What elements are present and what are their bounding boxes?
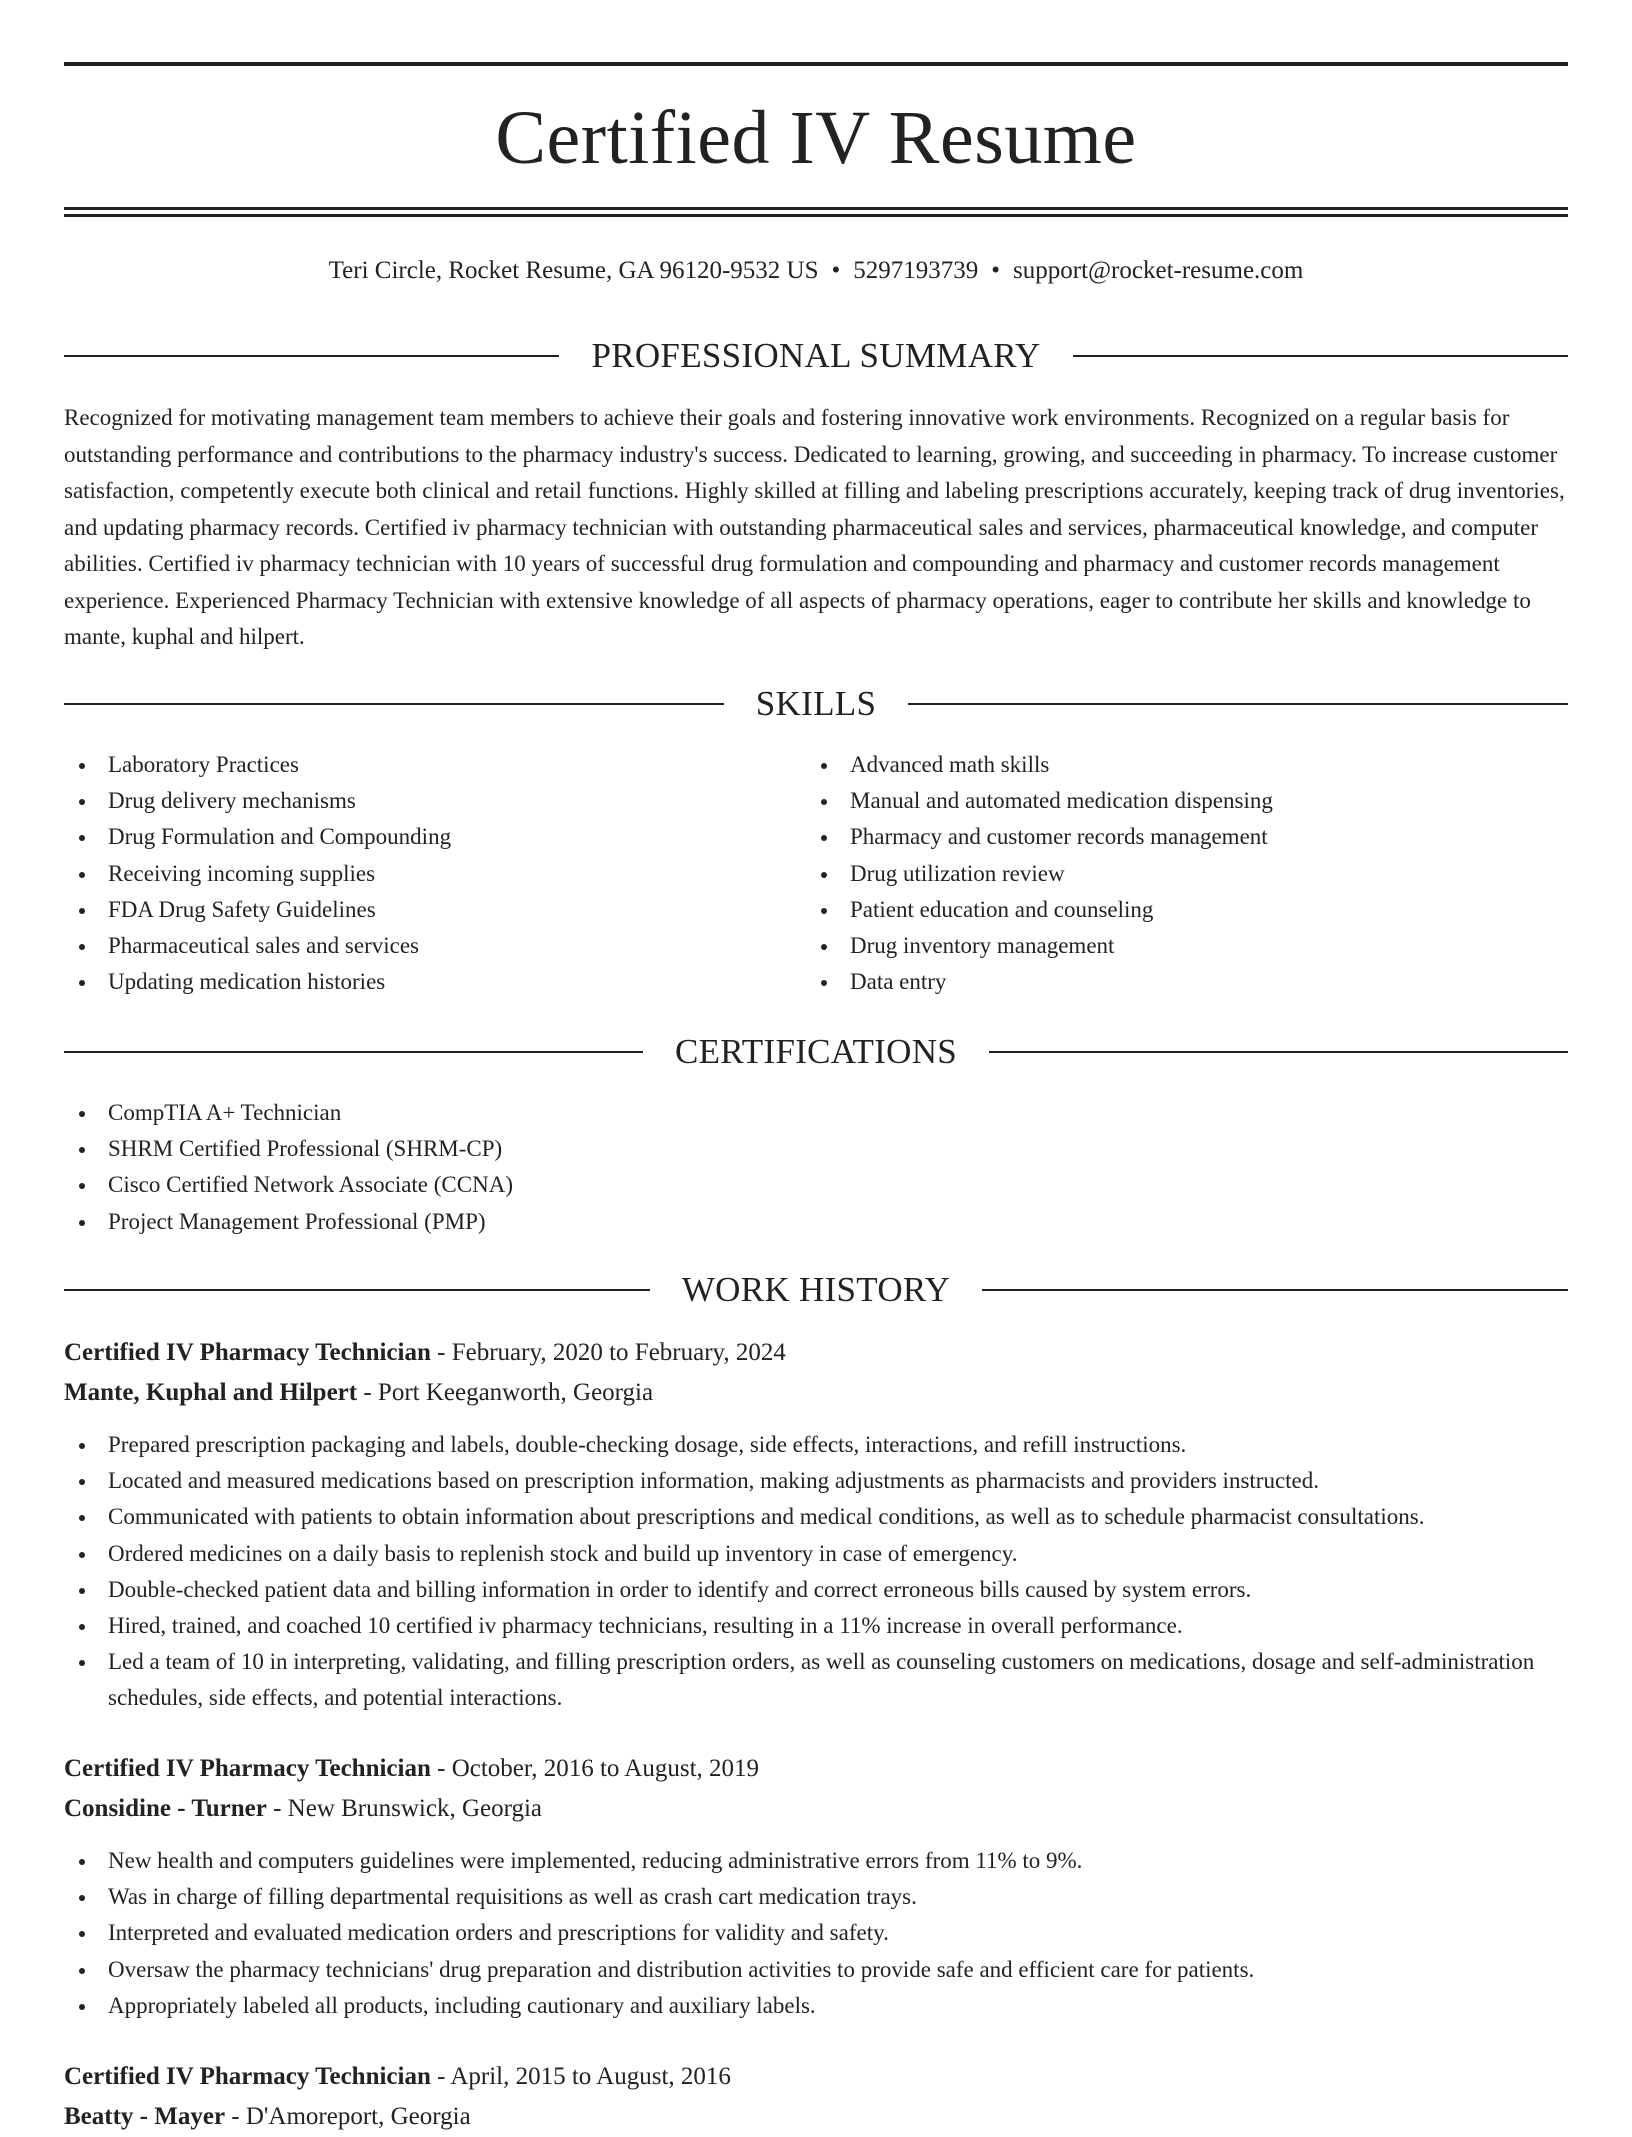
job-duty-item: Interpreted and evaluated medication orders and prescriptions for validity and safety. bbox=[64, 1915, 1568, 1951]
section-heading-skills bbox=[64, 684, 1568, 724]
header-top-rule bbox=[64, 62, 1568, 66]
job-company-line bbox=[64, 1373, 653, 1413]
job-duty-item: New health and computers guidelines were implemented, reducing administrative errors from 11% to 9%. bbox=[64, 1843, 1568, 1879]
job-title: Certified IV Pharmacy Technician bbox=[64, 1339, 431, 1366]
skill-item: Drug delivery mechanisms bbox=[64, 783, 806, 819]
skill-item: Receiving incoming supplies bbox=[64, 856, 806, 892]
section-rule bbox=[64, 355, 559, 357]
job-dates: - April, 2015 to August, 2016 bbox=[430, 2063, 731, 2090]
skills-list-left bbox=[64, 747, 806, 1000]
resume-title: Certified IV Resume bbox=[495, 96, 1137, 180]
job-title: Certified IV Pharmacy Technician bbox=[64, 1755, 431, 1782]
summary-text: Recognized for motivating management team members to achieve their goals and fostering innovative work environments. Recognized on a regular basis for outstanding performance and contributions to the pharmacy industry's success. Dedicated to learning, growing, and succeeding in pharmacy. To increase customer satisfaction, competently execute both clinical and retail functions. Highly skilled at filling and labeling prescriptions accurately, keeping track of drug inventories, and updating pharmacy records. Certified iv pharmacy technician with outstanding pharmaceutical sales and services, pharmaceutical knowledge, and computer abilities. Certified iv pharmacy technician with 10 years of successful drug formulation and compounding and pharmacy and customer records management experience. Experienced Pharmacy Technician with extensive knowledge of all aspects of pharmacy operations, eager to contribute her skills and knowledge to mante, kuphal and hilpert. bbox=[64, 405, 1565, 649]
job-dates: - October, 2016 to August, 2019 bbox=[430, 1755, 760, 1782]
contact-line bbox=[64, 256, 1568, 286]
section-rule bbox=[1073, 355, 1568, 357]
job-duties-list bbox=[64, 1427, 1568, 1717]
contact-email: support@rocket-resume.com bbox=[1013, 257, 1304, 284]
section-heading-work-history bbox=[64, 1270, 1568, 1310]
job-location: - New Brunswick, Georgia bbox=[266, 1795, 543, 1822]
contact-separator: • bbox=[991, 257, 1001, 284]
skill-item: Updating medication histories bbox=[64, 964, 806, 1000]
job-duty-item: Oversaw the pharmacy technicians' drug preparation and distribution activities to provide safe and efficient care for patients. bbox=[64, 1952, 1568, 1988]
skill-item: Patient education and counseling bbox=[806, 892, 1548, 928]
certification-item: CompTIA A+ Technician bbox=[64, 1095, 1568, 1131]
job-title-line bbox=[64, 1749, 759, 1789]
skill-item: Drug utilization review bbox=[806, 856, 1548, 892]
section-title: PROFESSIONAL SUMMARY bbox=[591, 336, 1041, 375]
job-duty-item: Double-checked patient data and billing information in order to identify and correct erroneous bills caused by system errors. bbox=[64, 1572, 1568, 1608]
skills-columns bbox=[64, 747, 1568, 1000]
skill-item: Data entry bbox=[806, 964, 1548, 1000]
certification-item: SHRM Certified Professional (SHRM-CP) bbox=[64, 1131, 1568, 1167]
job-duty-item: Was in charge of filling departmental requisitions as well as crash cart medication trays. bbox=[64, 1879, 1568, 1915]
section-rule bbox=[64, 703, 724, 705]
section-rule bbox=[982, 1289, 1568, 1291]
skill-item: Pharmaceutical sales and services bbox=[64, 928, 806, 964]
section-title: WORK HISTORY bbox=[681, 1270, 951, 1309]
contact-phone: 5297193739 bbox=[853, 257, 979, 284]
job-duty-item: Located and measured medications based on prescription information, making adjustments as pharmacists and providers instructed. bbox=[64, 1463, 1568, 1499]
job-location: - Port Keeganworth, Georgia bbox=[357, 1379, 654, 1406]
skill-item: Laboratory Practices bbox=[64, 747, 806, 783]
job-duty-item: Prepared prescription packaging and labels, double-checking dosage, side effects, interactions, and refill instructions. bbox=[64, 1427, 1568, 1463]
job-location: - D'Amoreport, Georgia bbox=[225, 2103, 471, 2130]
job-duty-item: Appropriately labeled all products, including cautionary and auxiliary labels. bbox=[64, 1988, 1568, 2024]
contact-address: Teri Circle, Rocket Resume, GA 96120-9532 US bbox=[328, 257, 819, 284]
job-title: Certified IV Pharmacy Technician bbox=[64, 2063, 431, 2090]
job-duty-item: Ordered medicines on a daily basis to replenish stock and build up inventory in case of emergency. bbox=[64, 1536, 1568, 1572]
certification-item: Project Management Professional (PMP) bbox=[64, 1204, 1568, 1240]
section-heading-certifications bbox=[64, 1032, 1568, 1072]
job-dates: - February, 2020 to February, 2024 bbox=[430, 1339, 786, 1366]
section-title: SKILLS bbox=[755, 684, 877, 723]
contact-separator: • bbox=[831, 257, 841, 284]
section-rule bbox=[908, 703, 1568, 705]
certification-item: Cisco Certified Network Associate (CCNA) bbox=[64, 1167, 1568, 1203]
job-duty-item: Communicated with patients to obtain information about prescriptions and medical conditions, as well as to schedule pharmacist consultations. bbox=[64, 1499, 1568, 1535]
job-title-line bbox=[64, 1333, 786, 1373]
job-company-line bbox=[64, 1789, 542, 1829]
skill-item: Pharmacy and customer records management bbox=[806, 819, 1548, 855]
job-title-line bbox=[64, 2057, 731, 2097]
job-duties-list bbox=[64, 1843, 1568, 2024]
job-company: Considine - Turner bbox=[64, 1795, 267, 1822]
skill-item: Advanced math skills bbox=[806, 747, 1548, 783]
section-rule bbox=[64, 1051, 643, 1053]
certifications-list bbox=[64, 1095, 1568, 1240]
job-company: Mante, Kuphal and Hilpert bbox=[64, 1379, 358, 1406]
section-heading-summary bbox=[64, 336, 1568, 376]
section-rule bbox=[989, 1051, 1568, 1053]
header-bottom-rule bbox=[64, 207, 1568, 217]
job-company-line bbox=[64, 2097, 471, 2137]
skill-item: Drug Formulation and Compounding bbox=[64, 819, 806, 855]
skill-item: FDA Drug Safety Guidelines bbox=[64, 892, 806, 928]
job-duty-item: Hired, trained, and coached 10 certified iv pharmacy technicians, resulting in a 11% increase in overall performance. bbox=[64, 1608, 1568, 1644]
job-duty-item: Led a team of 10 in interpreting, validating, and filling prescription orders, as well as counseling customers on medications, dosage and self-administration schedules, side effects, and potential interactions. bbox=[64, 1644, 1568, 1716]
section-title: CERTIFICATIONS bbox=[674, 1032, 958, 1071]
skill-item: Drug inventory management bbox=[806, 928, 1548, 964]
skills-list-right bbox=[806, 747, 1548, 1000]
skill-item: Manual and automated medication dispensing bbox=[806, 783, 1548, 819]
job-company: Beatty - Mayer bbox=[64, 2103, 226, 2130]
section-rule bbox=[64, 1289, 650, 1291]
